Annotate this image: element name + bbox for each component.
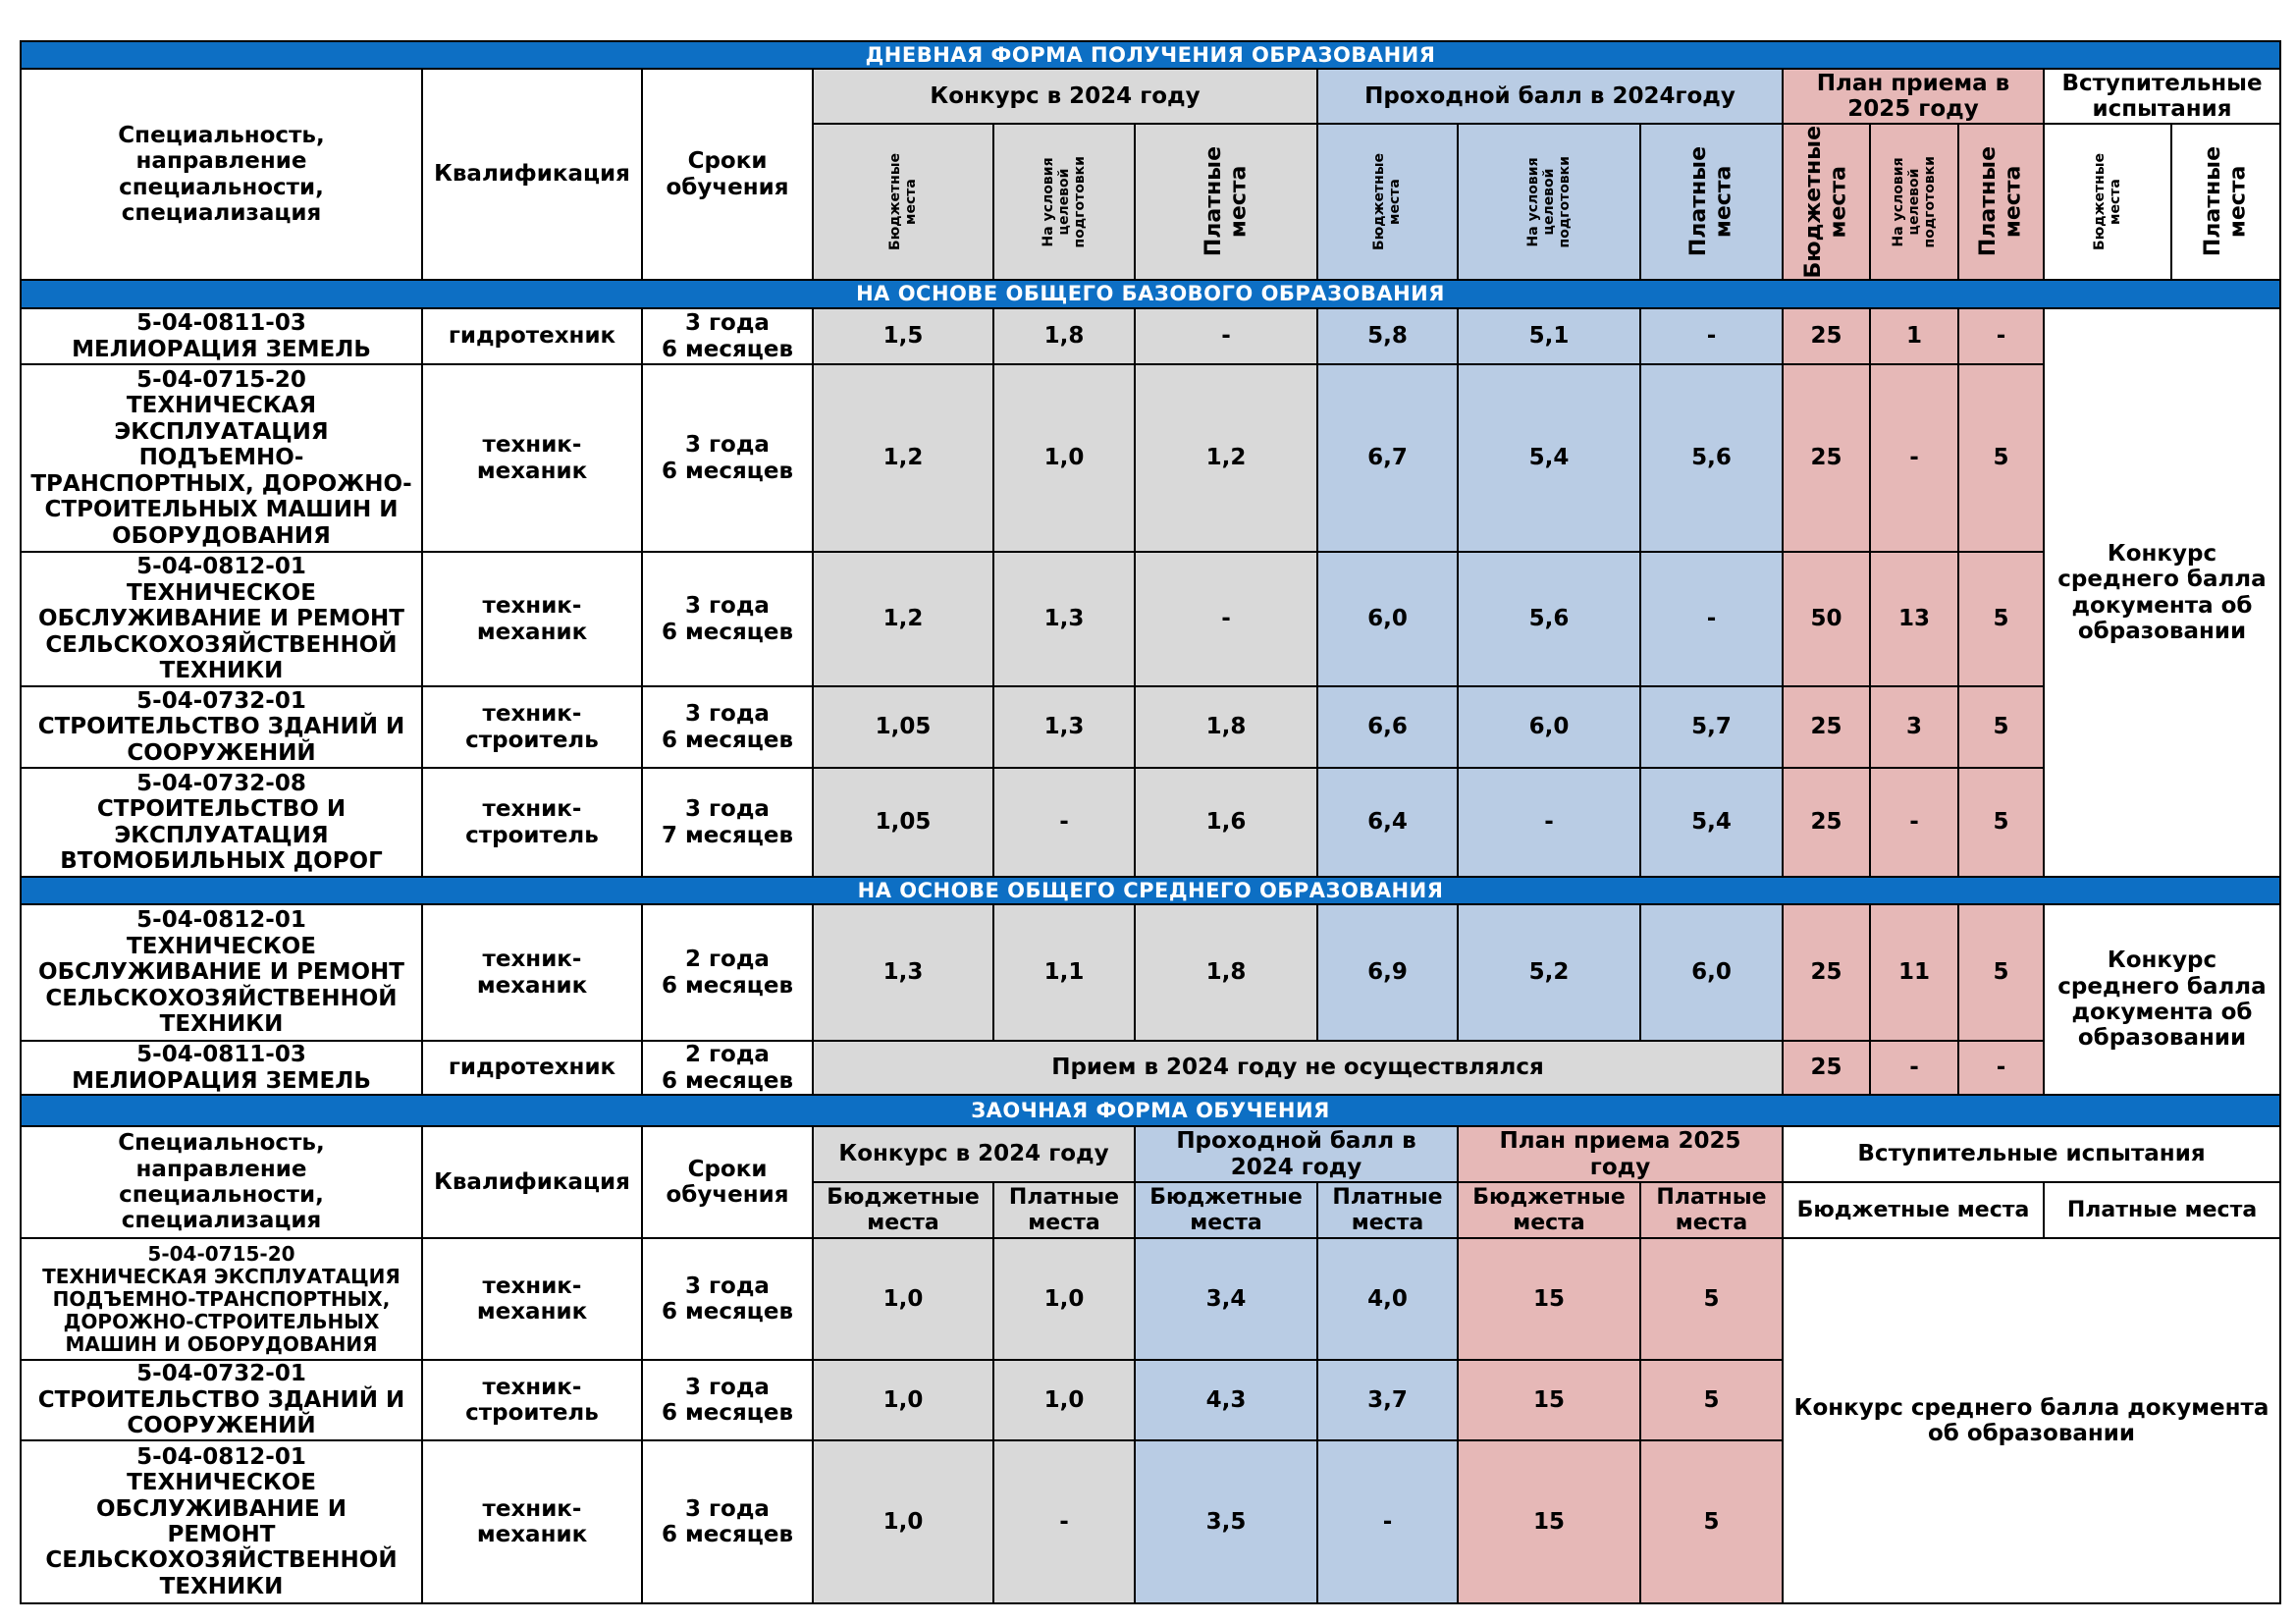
z-subheader-exams-1: Платные места	[2043, 1181, 2281, 1239]
plan-2-s0r4: 5	[1957, 767, 2045, 878]
specialty-z2: 5-04-0812-01 ТЕХНИЧЕСКОЕ ОБСЛУЖИВАНИЕ И РЕМОНТ СЕЛЬСКОХОЗЯЙСТВЕННОЙ ТЕХНИКИ	[20, 1439, 423, 1604]
qualification-s0r3: техник- строитель	[421, 685, 643, 769]
exam-note-0: Конкурс среднего балла документа об образовании	[2043, 307, 2281, 878]
passing-2-s0r2: -	[1639, 551, 1784, 687]
passing-0-z2: 3,5	[1134, 1439, 1318, 1604]
plan-0-z1: 15	[1457, 1359, 1641, 1441]
passing-1-z2: -	[1316, 1439, 1459, 1604]
subheader-plan-0	[1782, 123, 1871, 281]
passing-0-z0: 3,4	[1134, 1237, 1318, 1361]
competition-1-z0: 1,0	[992, 1237, 1136, 1361]
competition-1-s0r2: 1,3	[992, 551, 1136, 687]
z-header-exams: Вступительные испытания	[1782, 1125, 2281, 1183]
competition-0-s1r0: 1,3	[812, 903, 994, 1042]
qualification-s0r2: техник- механик	[421, 551, 643, 687]
duration-s1r0: 2 года 6 месяцев	[641, 903, 814, 1042]
subheader-competition-2-label: Платные места	[1201, 146, 1251, 257]
plan-1-s0r0: 1	[1869, 307, 1959, 365]
plan-1-s0r3: 3	[1869, 685, 1959, 769]
plan-1-z0: 5	[1639, 1237, 1784, 1361]
duration-z0: 3 года 6 месяцев	[641, 1237, 814, 1361]
competition-0-s0r2: 1,2	[812, 551, 994, 687]
plan-2-s0r1: 5	[1957, 363, 2045, 553]
subheader-plan-2	[1957, 123, 2045, 281]
plan-0-z2: 15	[1457, 1439, 1641, 1604]
subheader-exams-1-label: Платные места	[2201, 146, 2251, 257]
plan-2-s0r3: 5	[1957, 685, 2045, 769]
plan-1-s0r2: 13	[1869, 551, 1959, 687]
specialty-s0r0: 5-04-0811-03 МЕЛИОРАЦИЯ ЗЕМЕЛЬ	[20, 307, 423, 365]
subheader-passing-2-label: Платные места	[1686, 146, 1736, 257]
passing-0-s0r2: 6,0	[1316, 551, 1459, 687]
subheader-passing-0	[1316, 123, 1459, 281]
plan-1-s1r1: -	[1869, 1040, 1959, 1096]
duration-z2: 3 года 6 месяцев	[641, 1439, 814, 1604]
specialty-s0r3: 5-04-0732-01 СТРОИТЕЛЬСТВО ЗДАНИЙ И СООРУЖЕНИЙ	[20, 685, 423, 769]
competition-1-z2: -	[992, 1439, 1136, 1604]
passing-0-s0r0: 5,8	[1316, 307, 1459, 365]
specialty-z0: 5-04-0715-20 ТЕХНИЧЕСКАЯ ЭКСПЛУАТАЦИЯ ПОДЪЕМНО-ТРАНСПОРТНЫХ, ДОРОЖНО-СТРОИТЕЛЬНЫХ МАШИН И ОБОРУДОВАНИЯ	[20, 1237, 423, 1361]
plan-0-s1r1: 25	[1782, 1040, 1871, 1096]
passing-1-s0r4: -	[1457, 767, 1641, 878]
competition-0-s0r1: 1,2	[812, 363, 994, 553]
qualification-z0: техник- механик	[421, 1237, 643, 1361]
plan-0-s1r0: 25	[1782, 903, 1871, 1042]
competition-1-z1: 1,0	[992, 1359, 1136, 1441]
daytime-title-band: ДНЕВНАЯ ФОРМА ПОЛУЧЕНИЯ ОБРАЗОВАНИЯ	[20, 40, 2281, 70]
subheader-exams-0	[2043, 123, 2172, 281]
plan-0-s0r1: 25	[1782, 363, 1871, 553]
qualification-s1r0: техник- механик	[421, 903, 643, 1042]
z-subheader-plan-0: Бюджетные места	[1457, 1181, 1641, 1239]
qualification-s0r0: гидротехник	[421, 307, 643, 365]
header-qualification: Квалификация	[421, 68, 643, 281]
header-competition: Конкурс в 2024 году	[812, 68, 1318, 125]
passing-1-s0r2: 5,6	[1457, 551, 1641, 687]
header-plan: План приема в 2025 году	[1782, 68, 2045, 125]
duration-s0r4: 3 года 7 месяцев	[641, 767, 814, 878]
subheader-competition-0-label: Бюджетные места	[886, 153, 919, 250]
z-header-specialty: Специальность, направление специальности, специализация	[20, 1125, 423, 1239]
duration-s0r3: 3 года 6 месяцев	[641, 685, 814, 769]
section-band-1: НА ОСНОВЕ ОБЩЕГО СРЕДНЕГО ОБРАЗОВАНИЯ	[20, 876, 2281, 905]
plan-2-s1r0: 5	[1957, 903, 2045, 1042]
z-header-competition: Конкурс в 2024 году	[812, 1125, 1136, 1183]
qualification-s0r1: техник- механик	[421, 363, 643, 553]
z-subheader-competition-0: Бюджетные места	[812, 1181, 994, 1239]
qualification-z2: техник- механик	[421, 1439, 643, 1604]
header-passing: Проходной балл в 2024году	[1316, 68, 1784, 125]
competition-0-z2: 1,0	[812, 1439, 994, 1604]
plan-0-s0r3: 25	[1782, 685, 1871, 769]
header-specialty: Специальность, направление специальности, специализация	[20, 68, 423, 281]
z-exam-note: Конкурс среднего балла документа об образовании	[1782, 1237, 2281, 1604]
passing-1-s0r0: 5,1	[1457, 307, 1641, 365]
competition-1-s0r1: 1,0	[992, 363, 1136, 553]
competition-1-s0r4: -	[992, 767, 1136, 878]
exam-note-1: Конкурс среднего балла документа об образовании	[2043, 903, 2281, 1096]
competition-2-s0r1: 1,2	[1134, 363, 1318, 553]
passing-1-s0r3: 6,0	[1457, 685, 1641, 769]
z-header-passing: Проходной балл в 2024 году	[1134, 1125, 1459, 1183]
qualification-z1: техник- строитель	[421, 1359, 643, 1441]
passing-2-s0r0: -	[1639, 307, 1784, 365]
plan-2-s0r2: 5	[1957, 551, 2045, 687]
subheader-competition-0	[812, 123, 994, 281]
z-subheader-competition-1: Платные места	[992, 1181, 1136, 1239]
passing-2-s1r0: 6,0	[1639, 903, 1784, 1042]
subheader-passing-1-label: На условия целевой подготовки	[1524, 155, 1574, 248]
header-duration: Сроки обучения	[641, 68, 814, 281]
plan-0-s0r2: 50	[1782, 551, 1871, 687]
passing-0-s0r1: 6,7	[1316, 363, 1459, 553]
specialty-s0r2: 5-04-0812-01 ТЕХНИЧЕСКОЕ ОБСЛУЖИВАНИЕ И РЕМОНТ СЕЛЬСКОХОЗЯЙСТВЕННОЙ ТЕХНИКИ	[20, 551, 423, 687]
z-header-qualification: Квалификация	[421, 1125, 643, 1239]
z-header-duration: Сроки обучения	[641, 1125, 814, 1239]
passing-1-s1r0: 5,2	[1457, 903, 1641, 1042]
specialty-s1r1: 5-04-0811-03 МЕЛИОРАЦИЯ ЗЕМЕЛЬ	[20, 1040, 423, 1096]
duration-z1: 3 года 6 месяцев	[641, 1359, 814, 1441]
competition-0-s0r4: 1,05	[812, 767, 994, 878]
correspondence-title-band: ЗАОЧНАЯ ФОРМА ОБУЧЕНИЯ	[20, 1094, 2281, 1127]
plan-1-s1r0: 11	[1869, 903, 1959, 1042]
duration-s1r1: 2 года 6 месяцев	[641, 1040, 814, 1096]
specialty-z1: 5-04-0732-01 СТРОИТЕЛЬСТВО ЗДАНИЙ И СООРУЖЕНИЙ	[20, 1359, 423, 1441]
z-subheader-passing-0: Бюджетные места	[1134, 1181, 1318, 1239]
subheader-plan-0-label: Бюджетные места	[1801, 125, 1851, 279]
competition-2-s0r4: 1,6	[1134, 767, 1318, 878]
plan-1-s0r1: -	[1869, 363, 1959, 553]
passing-0-s0r3: 6,6	[1316, 685, 1459, 769]
competition-2-s0r3: 1,8	[1134, 685, 1318, 769]
specialty-s0r1: 5-04-0715-20 ТЕХНИЧЕСКАЯ ЭКСПЛУАТАЦИЯ ПОДЪЕМНО- ТРАНСПОРТНЫХ, ДОРОЖНО- СТРОИТЕЛЬНЫХ МАШИН И ОБОРУДОВАНИЯ	[20, 363, 423, 553]
duration-s0r1: 3 года 6 месяцев	[641, 363, 814, 553]
z-subheader-plan-1: Платные места	[1639, 1181, 1784, 1239]
passing-2-s0r3: 5,7	[1639, 685, 1784, 769]
passing-1-z1: 3,7	[1316, 1359, 1459, 1441]
subheader-competition-1-label: На условия целевой подготовки	[1040, 155, 1089, 248]
z-subheader-exams-0: Бюджетные места	[1782, 1181, 2045, 1239]
competition-0-s0r0: 1,5	[812, 307, 994, 365]
passing-2-s0r4: 5,4	[1639, 767, 1784, 878]
passing-0-s0r4: 6,4	[1316, 767, 1459, 878]
passing-1-s0r1: 5,4	[1457, 363, 1641, 553]
subheader-plan-1	[1869, 123, 1959, 281]
passing-0-s1r0: 6,9	[1316, 903, 1459, 1042]
plan-1-s0r4: -	[1869, 767, 1959, 878]
subheader-plan-2-label: Платные места	[1976, 146, 2026, 257]
duration-s0r2: 3 года 6 месяцев	[641, 551, 814, 687]
competition-0-s0r3: 1,05	[812, 685, 994, 769]
duration-s0r0: 3 года 6 месяцев	[641, 307, 814, 365]
plan-2-s1r1: -	[1957, 1040, 2045, 1096]
plan-1-z1: 5	[1639, 1359, 1784, 1441]
subheader-passing-2	[1639, 123, 1784, 281]
section-band-0: НА ОСНОВЕ ОБЩЕГО БАЗОВОГО ОБРАЗОВАНИЯ	[20, 279, 2281, 309]
z-subheader-passing-1: Платные места	[1316, 1181, 1459, 1239]
subheader-competition-2	[1134, 123, 1318, 281]
competition-0-z0: 1,0	[812, 1237, 994, 1361]
note-s1r1: Прием в 2024 году не осуществлялся	[812, 1040, 1784, 1096]
subheader-exams-1	[2170, 123, 2281, 281]
subheader-passing-1	[1457, 123, 1641, 281]
plan-2-s0r0: -	[1957, 307, 2045, 365]
passing-1-z0: 4,0	[1316, 1237, 1459, 1361]
competition-2-s1r0: 1,8	[1134, 903, 1318, 1042]
subheader-passing-0-label: Бюджетные места	[1371, 153, 1404, 250]
qualification-s0r4: техник- строитель	[421, 767, 643, 878]
subheader-competition-1	[992, 123, 1136, 281]
plan-0-s0r0: 25	[1782, 307, 1871, 365]
subheader-plan-1-label: На условия целевой подготовки	[1890, 155, 1939, 248]
competition-2-s0r2: -	[1134, 551, 1318, 687]
plan-0-s0r4: 25	[1782, 767, 1871, 878]
z-header-plan: План приема 2025 году	[1457, 1125, 1784, 1183]
qualification-s1r1: гидротехник	[421, 1040, 643, 1096]
competition-2-s0r0: -	[1134, 307, 1318, 365]
competition-1-s0r0: 1,8	[992, 307, 1136, 365]
subheader-exams-0-label: Бюджетные места	[2091, 153, 2123, 250]
passing-0-z1: 4,3	[1134, 1359, 1318, 1441]
plan-1-z2: 5	[1639, 1439, 1784, 1604]
competition-1-s1r0: 1,1	[992, 903, 1136, 1042]
specialty-s0r4: 5-04-0732-08 СТРОИТЕЛЬСТВО И ЭКСПЛУАТАЦИЯ ВТОМОБИЛЬНЫХ ДОРОГ	[20, 767, 423, 878]
specialty-s1r0: 5-04-0812-01 ТЕХНИЧЕСКОЕ ОБСЛУЖИВАНИЕ И РЕМОНТ СЕЛЬСКОХОЗЯЙСТВЕННОЙ ТЕХНИКИ	[20, 903, 423, 1042]
header-exams: Вступительные испытания	[2043, 68, 2281, 125]
competition-1-s0r3: 1,3	[992, 685, 1136, 769]
competition-0-z1: 1,0	[812, 1359, 994, 1441]
plan-0-z0: 15	[1457, 1237, 1641, 1361]
passing-2-s0r1: 5,6	[1639, 363, 1784, 553]
